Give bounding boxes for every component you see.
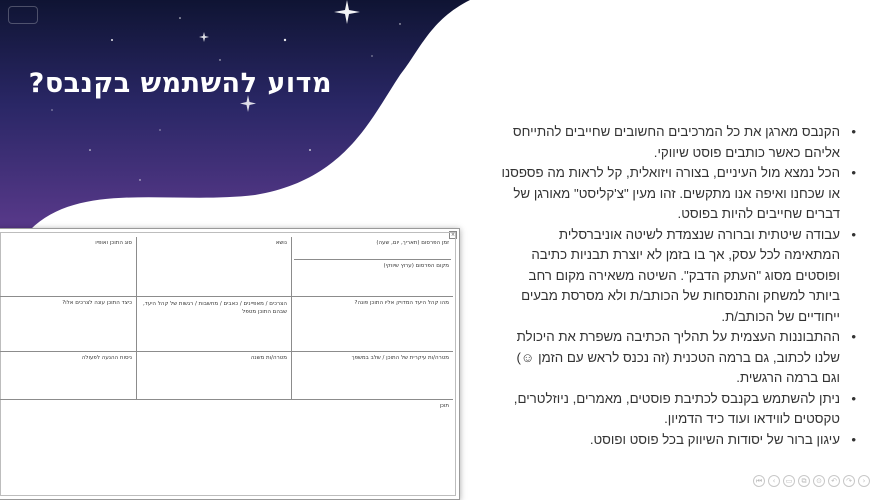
canvas-cell-main-goal — [291, 352, 453, 400]
first-slide-icon[interactable]: ⏮ — [753, 475, 765, 487]
bullet-item: • הקנבס מארגן את כל המרכיבים החשובים שחייבים להתייחס אליהם כאשר כותבים פוסט שיווקי. — [500, 122, 840, 163]
canvas-cell-secondary-goal — [136, 352, 291, 400]
copy-icon[interactable]: ⧉ — [798, 475, 810, 487]
previous-slide-icon[interactable]: ‹ — [768, 475, 780, 487]
undo-icon[interactable]: ↶ — [828, 475, 840, 487]
canvas-cell-label: זמן הפרסום (תאריך, יום, שעה) — [376, 240, 449, 246]
canvas-cell-date — [291, 237, 453, 297]
bullet-item: • הכל נמצא מול העיניים, בצורה ויזואלית, קל לראות מה פספסנו או שכחנו ואיפה אנו מתקשים. זהו מעין "צ'קליסט" מאורגן של דברים שחייבים להיות בפוסט. — [500, 163, 840, 225]
slides-overview-icon[interactable]: ▭ — [783, 475, 795, 487]
bullet-list — [500, 122, 858, 450]
zoom-icon[interactable]: ⊙ — [813, 475, 825, 487]
canvas-cell-audience — [291, 297, 453, 352]
canvas-cell-label: מטרה/ות עיקרית של התוכן / שלב במשפך — [351, 355, 449, 361]
bullet-item: • ניתן להשתמש בקנבס לכתיבת פוסטים, מאמרים, ניוזלטרים, טקסטים לווידאו ועוד כיד הדמיון. — [500, 389, 840, 430]
redo-icon[interactable]: ↷ — [843, 475, 855, 487]
canvas-cell-label: מטרה/ות משנה — [250, 355, 287, 361]
canvas-cell-label: מקום הפרסום (ערוץ שיווקי) — [383, 263, 449, 269]
canvas-cell-label: הצרכים / מאפיינים / כאבים / מחשבות / רגשות של קהל היעד, שבהם התוכן מטפל — [143, 301, 287, 315]
canvas-cell-label: ניסוח ההנעה לפעולה — [81, 355, 132, 361]
canvas-cell-label: מהו קהל היעד המדויק אליו התוכן פונה? — [354, 300, 449, 306]
canvas-cell-label: סוג התוכן ואופיו — [95, 240, 132, 246]
bullet-item: • עבודה שיטתית וברורה שנצמדת לשיטה אוניברסלית המתאימה לכל עסק, אך בו בזמן לא יוצרת תבניות כתיבה ופוסטים מסוג "העתק הדבק". השיטה משאירה מקום רחב ביותר למשחק והתנסחות של הכותב/ת ולא מסרסת מבעים ייחודיים של הכותב/ת. — [500, 225, 840, 328]
close-icon: × — [450, 232, 456, 238]
canvas-cell-topic — [136, 237, 291, 297]
slideshow-controls — [753, 475, 870, 487]
canvas-cell-cta — [0, 352, 136, 400]
canvas-cell-label: נושא — [275, 240, 287, 246]
bullet-item: • ההתבוננות העצמית על תהליך הכתיבה משפרת את היכולת שלנו לכתוב, גם ברמה הטכנית (זה נכנס לראש עם הזמן ☺) וגם ברמה הרגשית. — [500, 327, 840, 389]
canvas-cell-content-type — [0, 237, 136, 297]
bullet-item: • עיגון ברור של יסודות השיווק בכל פוסט ופוסט. — [500, 430, 840, 451]
logo — [8, 6, 38, 24]
divider — [294, 259, 451, 260]
canvas-cell-body — [0, 400, 453, 495]
canvas-cell-needs — [136, 297, 291, 352]
canvas-cell-label: תוכן — [439, 403, 449, 409]
slide-title: מדוע להשתמש בקנבס? — [28, 68, 332, 99]
next-slide-icon[interactable]: › — [858, 475, 870, 487]
canvas-cell-label: כיצד התוכן עונה לצרכים אלו? — [62, 300, 132, 306]
canvas-cell-how — [0, 297, 136, 352]
canvas-template-image — [0, 228, 460, 500]
canvas-grid — [0, 232, 456, 496]
